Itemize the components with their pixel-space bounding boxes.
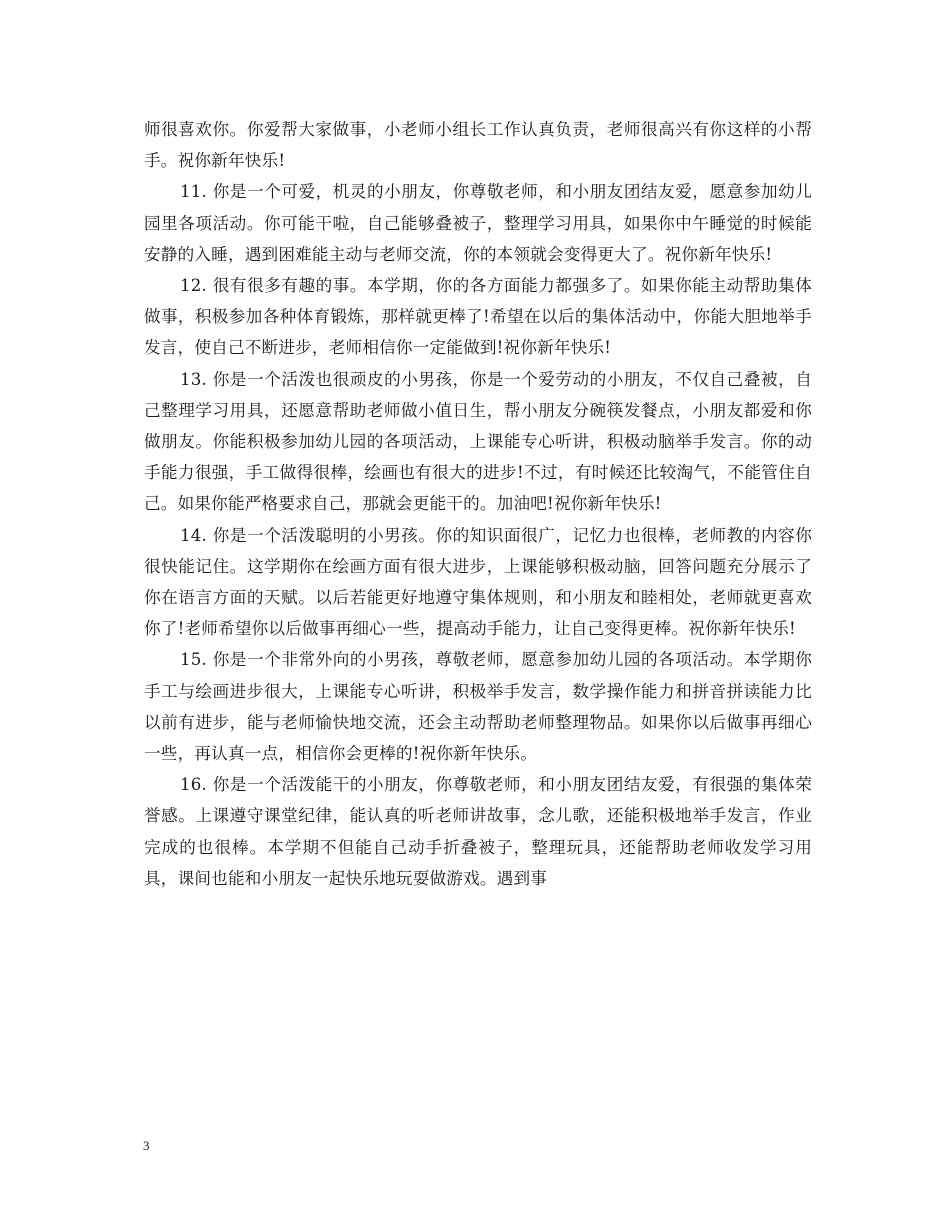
paragraph-item-14: 14. 你是一个活泼聪明的小男孩。你的知识面很广，记忆力也很棒，老师教的内容你很快能记住。这学期你在绘画方面有很大进步，上课能够积极动脑，回答问题充分展示了你在语言方面的天赋。以后若能更好地遵守集体规则，和小朋友和睦相处，老师就更喜欢你了!老师希望你以后做事再细心一些，提高动手能力，让自己变得更棒。祝你新年快乐!: [144, 525, 812, 639]
paragraph-continuation: 师很喜欢你。你爱帮大家做事，小老师小组长工作认真负责，老师很高兴有你这样的小帮手。祝你新年快乐!: [144, 120, 812, 171]
document-body: [144, 114, 812, 894]
paragraph-item-13: 13. 你是一个活泼也很顽皮的小男孩，你是一个爱劳动的小朋友，不仅自己叠被，自己整理学习用具，还愿意帮助老师做小值日生，帮小朋友分碗筷发餐点，小朋友都爱和你做朋友。你能积极参加幼儿园的各项活动，上课能专心听讲，积极动脑举手发言。你的动手能力很强，手工做得很棒，绘画也有很大的进步!不过，有时候还比较淘气，不能管住自己。如果你能严格要求自己，那就会更能干的。加油吧!祝你新年快乐!: [144, 369, 812, 514]
page-number: 3: [143, 1138, 150, 1153]
paragraph-item-12: 12. 很有很多有趣的事。本学期，你的各方面能力都强多了。如果你能主动帮助集体做事，积极参加各种体育锻炼，那样就更棒了!希望在以后的集体活动中，你能大胆地举手发言，使自己不断进步，老师相信你一定能做到!祝你新年快乐!: [144, 276, 812, 358]
paragraph-item-11: 11. 你是一个可爱，机灵的小朋友，你尊敬老师，和小朋友团结友爱，愿意参加幼儿园里各项活动。你可能干啦，自己能够叠被子，整理学习用具，如果你中午睡觉的时候能安静的入睡，遇到困难能主动与老师交流，你的本领就会变得更大了。祝你新年快乐!: [144, 182, 812, 264]
paragraph-item-16: 16. 你是一个活泼能干的小朋友，你尊敬老师，和小朋友团结友爱，有很强的集体荣誉感。上课遵守课堂纪律，能认真的听老师讲故事，念儿歌，还能积极地举手发言，作业完成的也很棒。本学期不但能自己动手折叠被子，整理玩具，还能帮助老师收发学习用具，课间也能和小朋友一起快乐地玩耍做游戏。遇到事: [144, 775, 812, 888]
paragraph-item-15: 15. 你是一个非常外向的小男孩，尊敬老师，愿意参加幼儿园的各项活动。本学期你手工与绘画进步很大，上课能专心听讲，积极举手发言，数学操作能力和拼音拼读能力比以前有进步，能与老师愉快地交流，还会主动帮助老师整理物品。如果你以后做事再细心一些，再认真一点，相信你会更棒的!祝你新年快乐。: [144, 650, 812, 764]
